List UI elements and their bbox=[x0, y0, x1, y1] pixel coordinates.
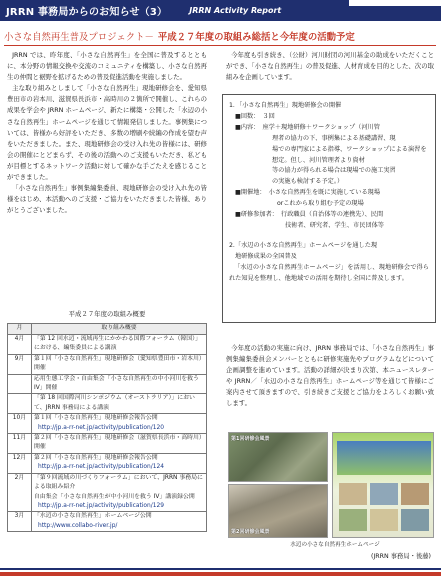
homepage-card bbox=[339, 509, 367, 531]
table-title: 平成２７年度の取組み概要 bbox=[68, 310, 146, 318]
page-header bbox=[0, 0, 441, 21]
outline-section2-title: 地研修成果の全国普及 bbox=[235, 252, 297, 260]
outline-content-line: 場での専門家による指導、ワークショップによる演習を想定。但し、河川管理者より資材 bbox=[272, 145, 427, 164]
row-month: 3月 bbox=[8, 512, 32, 532]
row-month: 12月 bbox=[8, 453, 32, 473]
right-closing bbox=[226, 343, 434, 410]
homepage-screenshot bbox=[332, 432, 434, 538]
outline-venue-line: orこれから取り組む予定の現場 bbox=[277, 200, 364, 208]
outline-section2-title: 2.「水辺の小さな自然再生」ホームページを通した現 bbox=[229, 241, 378, 249]
row-month bbox=[8, 374, 32, 394]
right-intro-paragraph: 今年度も引き続き、（公財）河川財団の河川基金の助成をいただくことができ、「小さな自然再生」の普及促進、人材育成を目的とした、次の取組みを企画しています。 bbox=[226, 51, 434, 82]
article-credit: (JRRN 事務局・後藤) bbox=[370, 553, 431, 560]
row-line: 第２回「小さな自然再生」現地研修会報告公開 bbox=[34, 454, 158, 461]
table-row bbox=[8, 335, 207, 355]
row-line: 第１回「小さな自然再生」現地研修会（愛知県豊田市・岩本川）開催 bbox=[34, 355, 202, 372]
photo-label-1: 第1回研修会風景 bbox=[231, 436, 270, 442]
row-month bbox=[8, 394, 32, 414]
homepage-card bbox=[401, 483, 429, 505]
activity-table bbox=[7, 323, 207, 532]
row-summary bbox=[32, 434, 207, 454]
table-row bbox=[8, 394, 207, 414]
outline-content-line: 等の協力が得られる場合は現場での施工実習 bbox=[272, 167, 396, 175]
homepage-card bbox=[401, 509, 429, 531]
homepage-link[interactable]: http://www.collabo-river.jp/ bbox=[38, 522, 118, 529]
table-row bbox=[8, 354, 207, 374]
right-intro bbox=[226, 50, 434, 83]
outline-content-line: 理者の協力の下、事例集による基礎講習、現 bbox=[272, 134, 396, 142]
footer-bar bbox=[0, 572, 441, 576]
row-summary bbox=[32, 473, 207, 512]
row-summary bbox=[32, 335, 207, 355]
homepage-card bbox=[339, 483, 367, 505]
workshop-photo-1 bbox=[228, 432, 328, 482]
workshop-photo-2 bbox=[228, 484, 328, 538]
outline-venue-line: ■開催地： 小さな自然再生を既に実施している現場 bbox=[235, 189, 381, 197]
outline-content-line: の実施も検討する予定。） bbox=[272, 178, 344, 186]
left-paragraph-2: 主な取り組みとしまして「小さな自然再生」現地研修会を、愛知県豊田市の岩本川、滋賀県長浜市・高時川の２箇所で開催し、これらの成果を学会や JRRN ホームページ、新たに構築・公開した「水辺の小さな自然再生」ホームページを通じて情報発信しました。事例集については、皆様から好評をいただき、多数の増刷や続編の作成を望む声をいただきました。また、現地研修会の受け入れ先の皆様には、研修会の開催にとどまらず、その後の活動へのご支援もいただき、私どもが目標とするネットワーク活動に対して確かな手ごたえを感じることができました。 bbox=[7, 84, 207, 182]
publication-link[interactable]: http://jp.a-rr-net.jp/activity/publication/124 bbox=[38, 464, 164, 471]
header-title: JRRN 事務局からのお知らせ（3） bbox=[6, 7, 168, 18]
row-summary bbox=[32, 374, 207, 394]
row-summary bbox=[32, 512, 207, 532]
row-month: 9月 bbox=[8, 354, 32, 374]
outline-section1-title: 1．「小さな自然再生」現地研修会の開催 bbox=[229, 102, 342, 109]
row-line: 自由集会「小さな自然再生が中小河川を救う IV」講演録公開 bbox=[34, 493, 195, 500]
outline-content-line: ■内容： 座学＋現地研修＋ワークショップ（河川管 bbox=[235, 123, 380, 131]
table-row bbox=[8, 453, 207, 473]
table-row bbox=[8, 512, 207, 532]
outline-count: ■回数： ３回 bbox=[235, 112, 275, 120]
row-summary bbox=[32, 354, 207, 374]
homepage-card bbox=[370, 483, 398, 505]
homepage-card bbox=[370, 509, 398, 531]
headline-main: 平成２７年度の取組み総括と今年度の活動予定 bbox=[157, 32, 355, 43]
headline-prefix: 小さな自然再生普及プロジェクト－ bbox=[4, 32, 154, 43]
header-subtitle: JRRN Activity Report bbox=[189, 6, 282, 15]
row-line: 第２回「小さな自然再生」現地研修会（滋賀県長浜市・高時川）開催 bbox=[34, 435, 202, 451]
table-header-row bbox=[8, 324, 207, 335]
homepage-banner bbox=[337, 441, 431, 475]
row-summary bbox=[32, 414, 207, 434]
article-headline bbox=[4, 29, 436, 46]
row-line: 「第 12 回水辺・流域再生にかかわる国際フォーラム（韓国）」における、編集委員による講演 bbox=[34, 336, 201, 352]
publication-link[interactable]: http://jp.a-rr-net.jp/activity/publication/120 bbox=[38, 424, 164, 431]
left-paragraph-1: JRRN では、昨年度、「小さな自然再生」を全国に普及するとともに、本分野の情報交換や交流のコミュニティを構築し、小さな自然再生の仲間と裾野を拡げるための普及促進活動を実施しました。 bbox=[7, 51, 207, 82]
photo-caption: 水辺の小さな自然再生ホームページ bbox=[290, 542, 380, 548]
publication-link[interactable]: http://jp.a-rr-net.jp/activity/publication/129 bbox=[38, 502, 164, 509]
right-closing-paragraph: 今年度の活動の実施に向け、JRRN 事務局では、「小さな自然再生」事例集編集委員会メンバーとともに研修実施先やプログラムなどについて企画調整を進めています。活動の詳細が決まり次第、本ニュースレターや JRRN／「水辺の小さな自然再生」ホームページ等を通じて皆様にご案内させて頂きますので、引き続きご支援とご協力をよろしくお願い致します。 bbox=[226, 344, 434, 408]
table-header-month: 月 bbox=[8, 324, 32, 335]
row-line: 応用生態工学会・自由集会「小さな自然再生の中小河川を救う IV」開催 bbox=[34, 375, 199, 392]
left-paragraph-3: 「小さな自然再生」事例集編集委員、現地研修会の受け入れ先の皆様をはじめ、本活動へのご支援・ご協力をいただきました皆様、ありがとうございました。 bbox=[7, 184, 207, 215]
left-column bbox=[7, 50, 207, 216]
row-month: 4月 bbox=[8, 335, 32, 355]
table-row bbox=[8, 414, 207, 434]
row-line: 「第 18 回国際河川シンポジウム（オーストラリア）」において、JRRN 事務局による講演 bbox=[34, 395, 195, 411]
plan-outline-box bbox=[222, 94, 436, 323]
row-summary bbox=[32, 453, 207, 473]
row-summary bbox=[32, 394, 207, 414]
footer-rule bbox=[0, 568, 441, 570]
row-month: 2月 bbox=[8, 473, 32, 512]
outline-section2-body: 「水辺の小さな自然再生ホームページ」を活用し、現地研修会で得られた知見を整理し、他地域での活用を期待し全国に普及します。 bbox=[229, 263, 429, 282]
photo-collage bbox=[228, 432, 434, 544]
row-line: 「第９回流域の川づくりフォーラム」において、JRRN 事務局による取組み紹介 bbox=[34, 474, 203, 491]
outline-participant-line: 技術者、研究者、学生、市民団体等 bbox=[285, 221, 384, 229]
outline-gap bbox=[229, 232, 429, 241]
table-row bbox=[8, 374, 207, 394]
table-header-summary: 取り組み概要 bbox=[32, 324, 207, 335]
table-row bbox=[8, 434, 207, 454]
row-line: 第１回「小さな自然再生」現地研修会報告公開 bbox=[34, 415, 158, 422]
row-line: 「水辺の小さな自然再生」ホームページ公開 bbox=[34, 513, 152, 520]
row-month: 10月 bbox=[8, 414, 32, 434]
header-strip bbox=[349, 0, 441, 6]
table-row bbox=[8, 473, 207, 512]
photo-label-2: 第2回研修会風景 bbox=[231, 529, 270, 535]
outline-participant-line: ■研修参加者： 行政職員（自治体等の連携先）、民間 bbox=[235, 211, 384, 219]
row-month: 11月 bbox=[8, 434, 32, 454]
